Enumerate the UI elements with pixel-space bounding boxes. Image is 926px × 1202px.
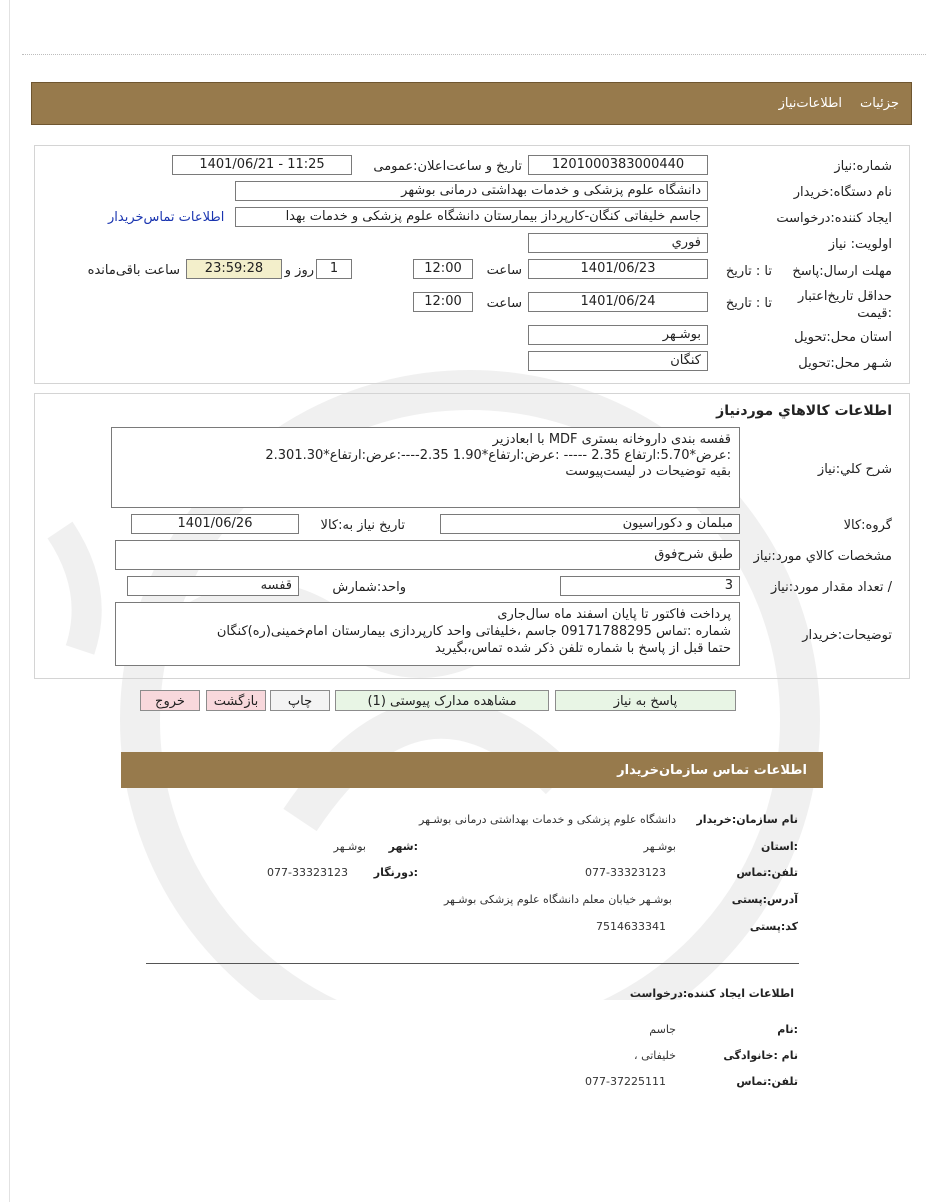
contact-city-value: بوشـهر	[333, 840, 366, 853]
remaining-time-label: ساعت باقی‌مانده	[87, 263, 180, 278]
contact-fax-label: :دورنگار	[373, 866, 418, 879]
validity-date-field: 1401/06/24	[528, 292, 708, 312]
org-name-value: دانشگاه علوم پزشکی و خدمات بهداشتی درمانی بوشـهر	[419, 813, 676, 826]
goods-specs-field: طبق شرح‌فوق	[115, 540, 740, 570]
creator-phone-label: تلفن:تماس	[736, 1075, 798, 1088]
contact-divider	[146, 963, 799, 964]
contact-province-value: بوشـهر	[643, 840, 676, 853]
exit-button[interactable]: خروج	[140, 690, 200, 711]
goods-group-field: مبلمان و دکوراسیون	[440, 514, 740, 534]
goods-need-date-field: 1401/06/26	[131, 514, 299, 534]
remaining-time-field: 23:59:28	[186, 259, 282, 279]
contact-city-label: :شهر	[388, 840, 418, 853]
view-attachments-button[interactable]: مشاهده مدارک پیوستی (1)	[335, 690, 549, 711]
buyer-contact-header-bar	[121, 752, 823, 788]
goods-group-label: گروه:کالا	[843, 518, 892, 533]
delivery-province-field: بوشـهر	[528, 325, 708, 345]
price-validity-label-line2: :قیمت	[857, 306, 892, 321]
tab-details[interactable]: جزئیات	[860, 96, 899, 111]
description-line-2: :عرض*5.70:ارتفاع 2.35 ----- :عرض:ارتفاع*1.90 2.35----:عرض:ارتفاع*2.301.30	[265, 448, 731, 463]
details-header-bar	[31, 82, 912, 125]
notes-line-2: شماره :تماس 09171788295 جاسم ،خلیفاتی واحد کارپردازی بیمارستان امام‌خمینی(ره)کنگان	[216, 624, 731, 639]
unit-field: قفسه	[127, 576, 299, 596]
goods-section-title: اطلاعات کالاهاي موردنیاز	[716, 403, 892, 419]
contact-phone-value: 077-33323123	[585, 866, 666, 879]
unit-label: واحد:شمارش	[332, 580, 406, 595]
back-button[interactable]: بازگشت	[206, 690, 266, 711]
response-deadline-time-field: 12:00	[413, 259, 473, 279]
response-deadline-label: مهلت ارسال:پاسخ	[792, 264, 892, 279]
quantity-field: 3	[560, 576, 740, 596]
general-description-label: شرح کلي:نیاز	[817, 462, 892, 477]
contact-fax-value: 077-33323123	[267, 866, 348, 879]
delivery-province-label: استان محل:تحویل	[794, 330, 892, 345]
delivery-city-label: شـهر محل:تحویل	[798, 356, 892, 371]
postal-address-label: آدرس:پستی	[731, 893, 798, 906]
creator-info-title: اطلاعات ایجاد کننده:درخواست	[629, 987, 794, 1000]
buyer-contact-title: اطلاعات تماس سازمان‌خریدار	[617, 762, 807, 778]
description-line-1: قفسه بندی داروخانه بستری MDF با ابعادزیر	[492, 432, 731, 447]
buyer-org-label: نام دستگاه:خریدار	[793, 185, 892, 200]
priority-field: فوري	[528, 233, 708, 253]
description-line-3: بقیه توضیحات در لیست‌پیوست	[565, 464, 731, 479]
notes-line-1: پرداخت فاکتور تا پایان اسفند ماه سال‌جاری	[497, 607, 731, 622]
creator-first-name-value: جاسم	[649, 1023, 676, 1036]
creator-last-name-label: نام :خانوادگی	[723, 1049, 798, 1062]
goods-specs-label: مشخصات کالاي مورد:نیاز	[753, 549, 892, 564]
goods-need-date-label: تاریخ نیاز به:کالا	[320, 518, 405, 533]
announce-date-field: 1401/06/21 - 11:25	[172, 155, 352, 175]
delivery-city-field: کنگان	[528, 351, 708, 371]
buyer-contact-link[interactable]: اطلاعات تماس‌خریدار	[108, 210, 225, 225]
price-validity-label-line1: حداقل تاریخ‌اعتبار	[798, 289, 892, 304]
notes-line-3: حتما قبل از پاسخ با شماره تلفن ذکر شده تماس،بگیرید	[435, 641, 731, 656]
creator-phone-value: 077-37225111	[585, 1075, 666, 1088]
response-deadline-date-field: 1401/06/23	[528, 259, 708, 279]
buyer-notes-label: توضیحات:خریدار	[802, 628, 892, 643]
postal-code-label: کد:پستی	[749, 920, 798, 933]
days-label: روز و	[284, 263, 314, 278]
priority-label: اولویت: نیاز	[828, 237, 892, 252]
top-dotted-divider	[22, 54, 926, 55]
announce-date-label: تاریخ و ساعت‌اعلان:عمومی	[373, 159, 522, 174]
response-time-label: ساعت	[486, 263, 522, 278]
respond-button[interactable]: پاسخ به نیاز	[555, 690, 736, 711]
validity-time-field: 12:00	[413, 292, 473, 312]
quantity-label: / تعداد مقدار مورد:نیاز	[770, 580, 892, 595]
validity-to-date-label: تا : تاریخ	[725, 296, 772, 311]
buyer-org-field: دانشگاه علوم پزشکی و خدمات بهداشتی درمانی بوشهر	[235, 181, 708, 201]
creator-label: ایجاد کننده:درخواست	[776, 211, 892, 226]
org-name-label: نام سازمان:خریدار	[696, 813, 798, 826]
creator-field: جاسم خلیفاتی کنگان-کارپرداز بیمارستان دانشگاه علوم پزشکی و خدمات بهدا	[235, 207, 708, 227]
print-button[interactable]: چاپ	[270, 690, 330, 711]
page-left-border	[9, 0, 10, 1202]
creator-last-name-value: خلیفاتی ،	[634, 1049, 676, 1062]
creator-first-name-label: :نام	[777, 1023, 798, 1036]
validity-time-label: ساعت	[486, 296, 522, 311]
postal-code-value: 7514633341	[596, 920, 666, 933]
need-number-label: شماره:نیاز	[834, 159, 892, 174]
price-validity-label	[798, 288, 892, 322]
tab-need-info[interactable]: اطلاعات‌نیاز	[778, 96, 843, 111]
remaining-days-field: 1	[316, 259, 352, 279]
postal-address-value: بوشـهر خیابان معلم دانشگاه علوم پزشکی بوشـهر	[443, 893, 672, 906]
need-number-field: 1201000383000440	[528, 155, 708, 175]
general-description-field	[111, 427, 740, 508]
response-to-date-label: تا : تاریخ	[725, 264, 772, 279]
contact-phone-label: تلفن:تماس	[736, 866, 798, 879]
contact-province-label: :استان	[761, 840, 798, 853]
buyer-notes-field	[115, 602, 740, 666]
